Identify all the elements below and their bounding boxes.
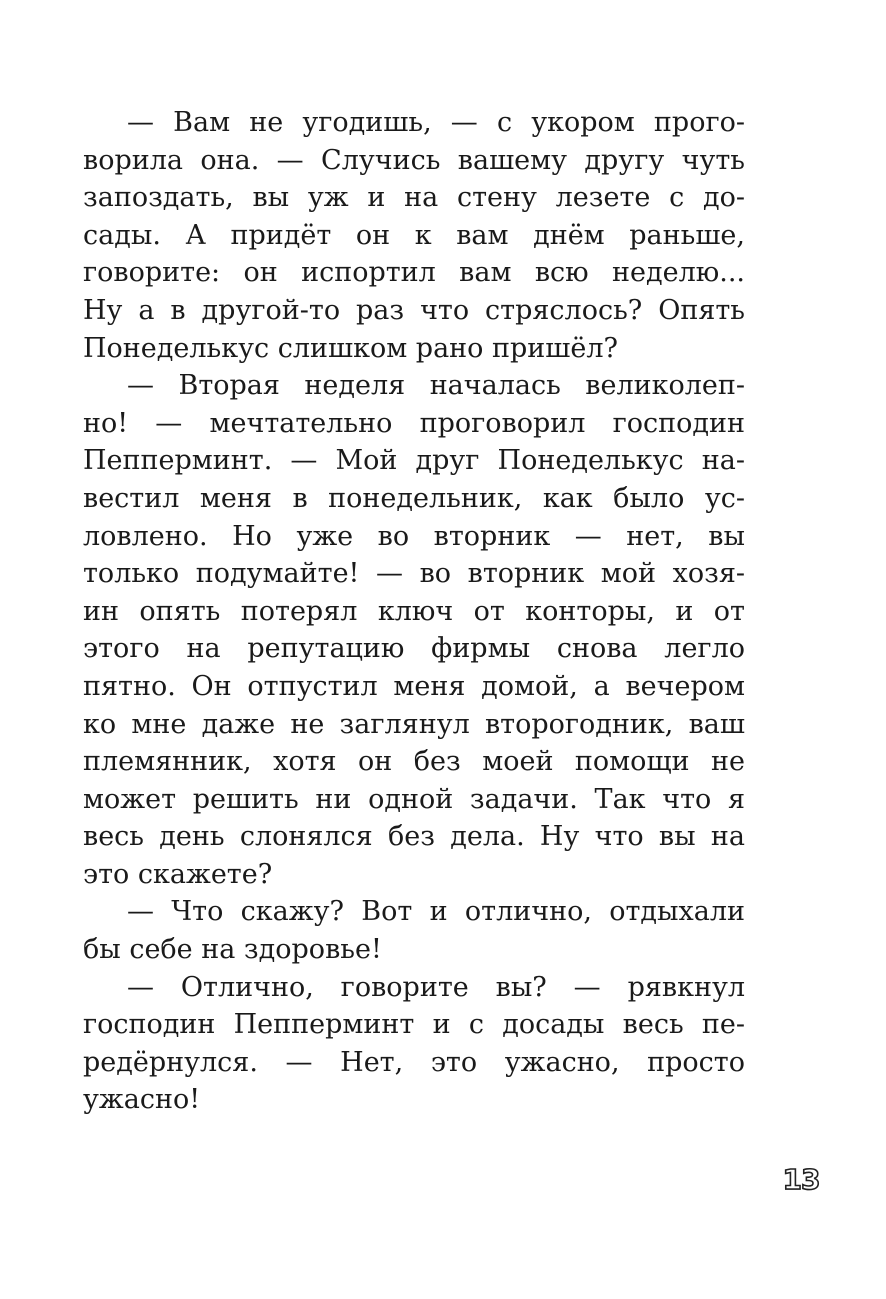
text-line: ко мне даже не заглянул второгодник, ваш <box>83 708 745 740</box>
text-line: — Вам не угодишь, — с укором прого- <box>127 107 745 138</box>
text-line: господин Пепперминт и с досады весь пе- <box>83 1009 745 1041</box>
text-line: только подумайте! — во вторник мой хозя- <box>83 558 745 590</box>
text-line: весь день слонялся без дела. Ну что вы на <box>83 821 745 853</box>
text-line: ворила она. — Случись вашему другу чуть <box>83 144 745 176</box>
text-line: ужасно! <box>83 1084 201 1116</box>
text-line: ловлено. Но уже во вторник — нет, вы <box>83 520 745 552</box>
text-line: это скажете? <box>83 858 273 890</box>
text-line: — Отлично, говорите вы? — рявкнул <box>127 971 745 1003</box>
text-line: говорите: он испортил вам всю неделю... <box>83 257 745 289</box>
text-line: вестил меня в понедельник, как было ус- <box>83 482 745 514</box>
page-number: 13 <box>782 1163 820 1196</box>
text-line: может решить ни одной задачи. Так что я <box>83 783 745 815</box>
text-line: бы себе на здоровье! <box>83 934 382 966</box>
text-line: но! — мечтательно проговорил господин <box>83 407 745 439</box>
text-line: — Вторая неделя началась великолеп- <box>127 370 745 402</box>
text-line: Понеделькус слишком рано пришёл? <box>83 332 618 364</box>
body-text <box>83 104 745 1119</box>
text-line: этого на репутацию фирмы снова легло <box>83 633 745 665</box>
text-line: Пепперминт. — Мой друг Понеделькус на- <box>83 445 745 477</box>
text-line: редёрнулся. — Нет, это ужасно, просто <box>83 1046 745 1078</box>
text-line: сады. А придёт он к вам днём раньше, <box>83 219 745 251</box>
text-line: Ну а в другой-то раз что стряслось? Опять <box>83 294 745 326</box>
text-line: запоздать, вы уж и на стену лезете с до- <box>83 182 745 214</box>
text-line: — Что скажу? Вот и отлично, отдыхали <box>127 896 745 928</box>
text-line: племянник, хотя он без моей помощи не <box>83 746 745 778</box>
text-line: пятно. Он отпустил меня домой, а вечером <box>83 670 745 702</box>
text-line: ин опять потерял ключ от конторы, и от <box>83 595 745 627</box>
